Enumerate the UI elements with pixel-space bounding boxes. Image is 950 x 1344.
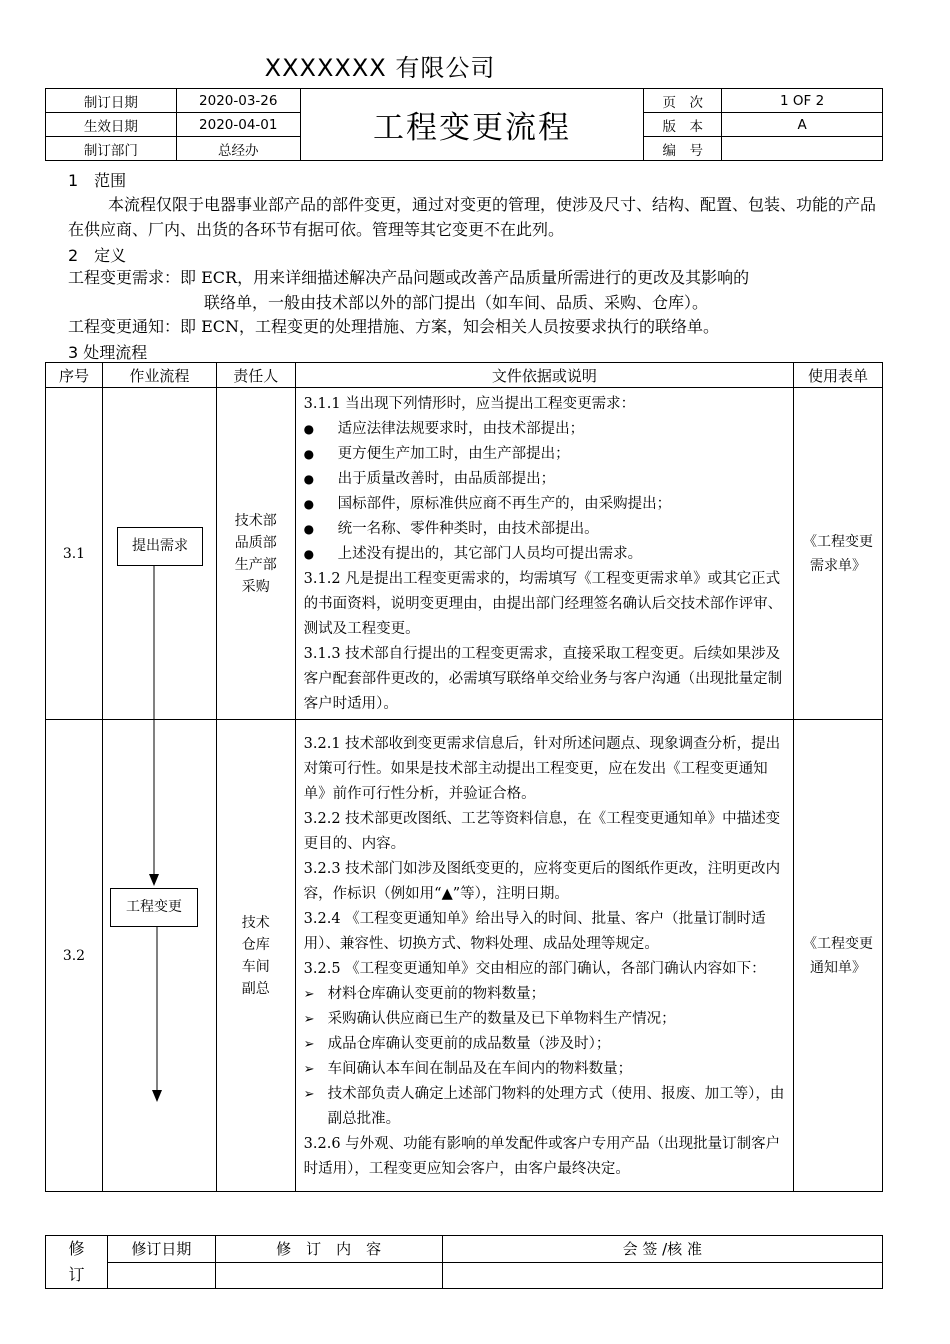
revision-date-cell bbox=[107, 1262, 215, 1289]
header-label-page: 页 次 bbox=[644, 89, 722, 113]
revision-content-cell bbox=[215, 1262, 442, 1289]
flow-arrowhead bbox=[149, 874, 159, 886]
ecr-line-1: 即 ECR，用来详细描述解决产品问题或改善产品质量所需进行的更改及其影响的 bbox=[180, 268, 750, 287]
list-item: ➢ 车间确认本车间在制品及在车间内的物料数量； bbox=[304, 1057, 785, 1082]
flow-step-engineering-change: 工程变更 bbox=[110, 888, 198, 927]
description-paragraph: 3.2.6 与外观、功能有影响的单发配件或客户专用产品（出现批量订制客户时适用），工程变更应知会客户，由客户最终决定。 bbox=[303, 1135, 781, 1177]
owner-name: 技术 bbox=[241, 914, 270, 931]
owner-name: 仓库 bbox=[241, 936, 270, 953]
company-name: XXXXXXX 有限公司 bbox=[264, 54, 496, 82]
col-header-owner: 责任人 bbox=[216, 363, 295, 388]
col-header-no: 序号 bbox=[46, 363, 103, 388]
row-number: 3.2 bbox=[46, 720, 103, 1192]
revision-table bbox=[45, 1235, 883, 1289]
header-value-issue-date: 2020-03-26 bbox=[176, 89, 300, 113]
description-paragraph: 3.1.3 技术部自行提出的工程变更需求，直接采取工程变更。后续如果涉及客户配套部件更改的，必需填写联络单交给业务与客户沟通（出现批量定制客户时适用）。 bbox=[303, 646, 783, 712]
col-header-revision-date: 修订日期 bbox=[107, 1236, 215, 1263]
list-item: ➢ 技术部负责人确定上述部门物料的处理方式（使用、报废、加工等），由副总批准。 bbox=[304, 1082, 785, 1132]
owner-name: 采购 bbox=[241, 578, 270, 595]
description-paragraph: 3.2.2 技术部更改图纸、工艺等资料信息，在《工程变更通知单》中描述变更目的、内容。 bbox=[303, 810, 781, 852]
header-value-page: 1 OF 2 bbox=[722, 89, 883, 113]
owner-name: 品质部 bbox=[234, 534, 277, 551]
owner-name: 车间 bbox=[241, 958, 270, 975]
header-label-version: 版 本 bbox=[644, 113, 722, 137]
header-label-effective-date: 生效日期 bbox=[46, 113, 177, 137]
header-value-department: 总经办 bbox=[176, 137, 300, 161]
description-paragraph: 3.2.3 技术部门如涉及图纸变更的，应将变更后的图纸作更改，注明更改内容，作标识（例如用“▲”等），注明日期。 bbox=[303, 860, 781, 902]
section-2-heading: 2 定义 bbox=[68, 246, 127, 265]
header-label-issue-date: 制订日期 bbox=[46, 89, 177, 113]
list-item: ● 统一名称、零件种类时，由技术部提出。 bbox=[304, 517, 785, 542]
description-intro: 3.1.1 当出现下列情形时，应当提出工程变更需求： bbox=[303, 396, 636, 412]
list-item: ● 出于质量改善时，由品质部提出； bbox=[304, 467, 785, 492]
section-1-text: 本流程仅限于电器事业部产品的部件变更，通过对变更的管理，使涉及尺寸、结构、配置、包装、功能的产品在供应商、厂内、出货的各环节有据可依。管理等其它变更不在此列。 bbox=[68, 195, 877, 239]
list-item: ➢ 成品仓库确认变更前的成品数量（涉及时）； bbox=[304, 1032, 785, 1057]
owner-name: 技术部 bbox=[234, 512, 277, 529]
approval-cell bbox=[442, 1262, 882, 1289]
revision-label-bottom: 订 bbox=[68, 1265, 85, 1284]
ecn-text: 即 ECN，工程变更的处理措施、方案，知会相关人员按要求执行的联络单。 bbox=[180, 317, 720, 336]
description-paragraph: 3.1.2 凡是提出工程变更需求的，均需填写《工程变更需求单》或其它正式的书面资料，说明变更理由，由提出部门经理签名确认后交技术部作评审、测试及工程变更。 bbox=[303, 571, 783, 637]
flow-step-submit-request: 提出需求 bbox=[117, 527, 203, 566]
list-item: ● 上述没有提出的，其它部门人员均可提出需求。 bbox=[304, 542, 785, 567]
form-name: 《工程变更需求单》 bbox=[794, 388, 883, 720]
flow-arrowhead bbox=[152, 1090, 162, 1102]
header-label-department: 制订部门 bbox=[46, 137, 177, 161]
col-header-description: 文件依据或说明 bbox=[295, 363, 793, 388]
col-header-approval: 会 签 /核 准 bbox=[442, 1236, 882, 1263]
revision-label-top: 修 bbox=[68, 1239, 85, 1258]
header-label-number: 编 号 bbox=[644, 137, 722, 161]
owner-name: 副总 bbox=[241, 980, 270, 997]
col-header-flow: 作业流程 bbox=[102, 363, 216, 388]
col-header-revision-content: 修 订 内 容 bbox=[215, 1236, 442, 1263]
document-title: 工程变更流程 bbox=[300, 89, 644, 161]
header-value-effective-date: 2020-04-01 bbox=[176, 113, 300, 137]
ecr-line-2: 联络单，一般由技术部以外的部门提出（如车间、品质、采购、仓库）。 bbox=[204, 293, 709, 312]
list-item: ● 国标部件，原标准供应商不再生产的，由采购提出； bbox=[304, 492, 785, 517]
section-1-heading: 1 范围 bbox=[68, 171, 127, 190]
list-item: ➢ 材料仓库确认变更前的物料数量； bbox=[304, 982, 785, 1007]
list-item: ● 更方便生产加工时，由生产部提出； bbox=[304, 442, 785, 467]
revision-label bbox=[46, 1236, 108, 1289]
description-paragraph: 3.2.1 技术部收到变更需求信息后，针对所述问题点、现象调查分析，提出对策可行性。如果是技术部主动提出工程变更，应在发出《工程变更通知单》前作可行性分析，并验证合格。 bbox=[303, 735, 781, 802]
ecn-label: 工程变更通知： bbox=[68, 317, 181, 336]
description-paragraph: 3.2.5 《工程变更通知单》交由相应的部门确认，各部门确认内容如下： bbox=[303, 960, 766, 977]
description-paragraph: 3.2.4 《工程变更通知单》给出导入的时间、批量、客户（批量订制时适用）、兼容性、切换方式、物料处理、成品处理等规定。 bbox=[303, 910, 766, 952]
row-number: 3.1 bbox=[46, 388, 103, 720]
form-name: 《工程变更通知单》 bbox=[794, 720, 883, 1192]
col-header-form: 使用表单 bbox=[794, 363, 883, 388]
section-3-heading: 3 处理流程 bbox=[68, 343, 148, 362]
ecr-label: 工程变更需求： bbox=[68, 268, 181, 287]
list-item: ➢ 采购确认供应商已生产的数量及已下单物料生产情况； bbox=[304, 1007, 785, 1032]
owner-name: 生产部 bbox=[234, 556, 277, 573]
header-value-version: A bbox=[722, 113, 883, 137]
list-item: ● 适应法律法规要求时，由技术部提出； bbox=[304, 417, 785, 442]
